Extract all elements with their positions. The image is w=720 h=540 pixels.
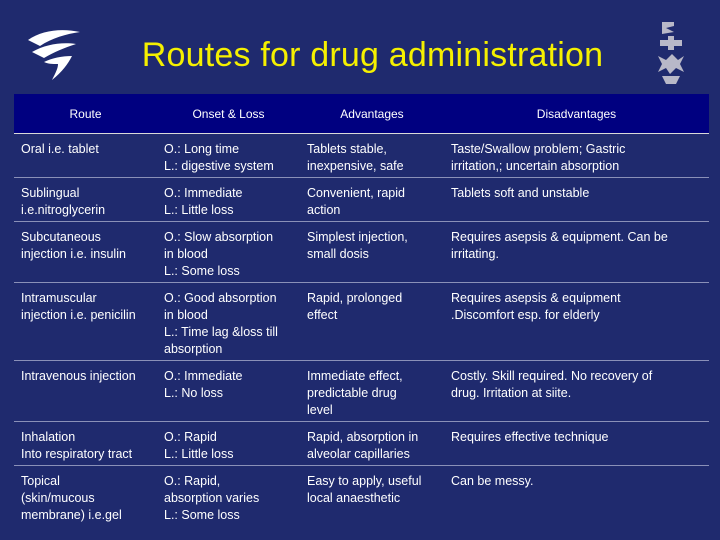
advantages-cell-line: small dosis [307,247,369,261]
route-cell-line: Intramuscular [21,291,97,305]
table-row [14,222,709,283]
disadvantages-cell-line: irritation,; uncertain absorption [451,159,620,173]
disadvantages-cell-line: Requires effective technique [451,430,609,444]
route-cell-line: Oral i.e. tablet [21,142,99,156]
onset-loss-cell-line: L.: digestive system [164,159,274,173]
disadvantages-cell [444,134,709,178]
drug-routes-table [14,94,709,526]
advantages-cell [300,178,444,222]
route-cell-line: Into respiratory tract [21,447,133,461]
disadvantages-cell-line: Can be messy. [451,474,534,488]
route-cell [14,134,157,178]
table-body [14,134,709,527]
route-cell-line: Topical [21,474,60,488]
disadvantages-cell [444,178,709,222]
onset-loss-cell-line: L.: Little loss [164,203,234,217]
advantages-cell-line: local anaesthetic [307,491,401,505]
onset-loss-cell-line: L.: No loss [164,386,224,400]
disadvantages-cell-line: Costly. Skill required. No recovery of [451,369,653,383]
advantages-cell-line: Rapid, prolonged [307,291,403,305]
advantages-cell [300,222,444,283]
route-cell-line: Inhalation [21,430,76,444]
disadvantages-cell-line: drug. Irritation at siite. [451,386,572,400]
route-cell [14,422,157,466]
onset-loss-cell-line: O.: Good absorption [164,291,277,305]
table-row [14,283,709,361]
route-cell-line: injection i.e. insulin [21,247,126,261]
advantages-cell-line: Immediate effect, [307,369,403,383]
onset-loss-cell [157,283,300,361]
advantages-cell-line: action [307,203,341,217]
disadvantages-cell-line: Requires asepsis & equipment [451,291,621,305]
onset-loss-cell-line: O.: Rapid [164,430,217,444]
onset-loss-cell-line: absorption varies [164,491,260,505]
table-row [14,466,709,527]
table-row [14,178,709,222]
advantages-cell [300,466,444,527]
column-header-onset-loss: Onset & Loss [157,94,300,134]
advantages-cell-line: Easy to apply, useful [307,474,422,488]
page-title: Routes for drug administration [141,36,604,74]
onset-loss-cell [157,178,300,222]
route-cell-line: i.e.nitroglycerin [21,203,106,217]
advantages-cell-line: predictable drug [307,386,397,400]
route-cell [14,283,157,361]
column-header-advantages: Advantages [300,94,444,134]
advantages-cell-line: Simplest injection, [307,230,408,244]
advantages-cell [300,283,444,361]
onset-loss-cell-line: L.: Time lag &loss till [164,325,278,339]
onset-loss-cell-line: L.: Some loss [164,264,240,278]
onset-loss-cell-line: O.: Rapid, [164,474,221,488]
table-row [14,134,709,178]
advantages-cell-line: alveolar capillaries [307,447,410,461]
column-header-disadvantages: Disadvantages [444,94,709,134]
route-cell [14,178,157,222]
advantages-cell [300,422,444,466]
disadvantages-cell-line: Requires asepsis & equipment. Can be [451,230,668,244]
advantages-cell-line: effect [307,308,338,322]
advantages-cell-line: inexpensive, safe [307,159,404,173]
advantages-cell-line: level [307,403,333,417]
advantages-cell [300,361,444,422]
onset-loss-cell-line: in blood [164,308,208,322]
advantages-cell-line: Tablets stable, [307,142,387,156]
route-cell [14,466,157,527]
onset-loss-cell-line: L.: Little loss [164,447,234,461]
disadvantages-cell [444,466,709,527]
disadvantages-cell-line: Tablets soft and unstable [451,186,590,200]
disadvantages-cell [444,361,709,422]
route-cell-line: membrane) i.e.gel [21,508,122,522]
onset-loss-cell [157,361,300,422]
table-header-row [14,94,709,134]
onset-loss-cell-line: O.: Slow absorption [164,230,274,244]
route-cell-line: Subcutaneous [21,230,101,244]
onset-loss-cell [157,134,300,178]
route-cell [14,361,157,422]
advantages-cell [300,134,444,178]
table-row [14,422,709,466]
onset-loss-cell-line: L.: Some loss [164,508,240,522]
route-cell-line: Intravenous injection [21,369,136,383]
disadvantages-cell-line: irritating. [451,247,499,261]
onset-loss-cell-line: absorption [164,342,223,356]
onset-loss-cell-line: O.: Long time [164,142,240,156]
disadvantages-cell [444,283,709,361]
advantages-cell-line: Convenient, rapid [307,186,405,200]
disadvantages-cell [444,422,709,466]
route-cell [14,222,157,283]
disadvantages-cell-line: Taste/Swallow problem; Gastric [451,142,626,156]
route-cell-line: (skin/mucous [21,491,95,505]
column-header-route: Route [14,94,157,134]
onset-loss-cell [157,422,300,466]
route-cell-line: Sublingual [21,186,80,200]
onset-loss-cell-line: O.: Immediate [164,369,243,383]
onset-loss-cell-line: in blood [164,247,208,261]
route-cell-line: injection i.e. penicilin [21,308,136,322]
disadvantages-cell-line: .Discomfort esp. for elderly [451,308,600,322]
onset-loss-cell [157,222,300,283]
advantages-cell-line: Rapid, absorption in [307,430,419,444]
disadvantages-cell [444,222,709,283]
table-row [14,361,709,422]
onset-loss-cell [157,466,300,527]
onset-loss-cell-line: O.: Immediate [164,186,243,200]
